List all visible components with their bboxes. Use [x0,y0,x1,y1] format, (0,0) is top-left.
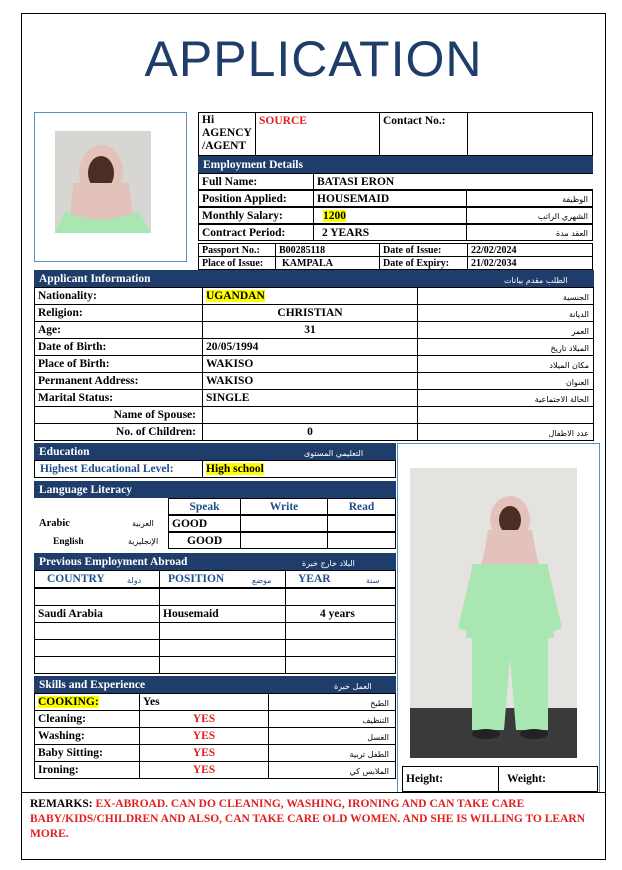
position-label: Position Applied: [198,190,314,207]
education-header-label: Education [39,446,90,458]
agent-label: Hi AGENCY /AGENT [198,112,256,156]
applicant-arabic-cell [417,423,594,441]
skill-label [34,710,140,728]
applicant-value[interactable] [202,423,418,441]
applicant-value[interactable] [202,406,418,424]
skills-header [34,676,396,693]
applicant-value-text: WAKISO [206,358,254,370]
applicant-value-text: 20/05/1994 [206,341,259,353]
applicant-value[interactable] [202,389,418,407]
previous-col-year-arabic: سنة [366,576,380,585]
language-col-speak: Speak [168,498,241,515]
previous-col-year [285,570,396,588]
full-name-value[interactable]: BATASI ERON [313,173,593,190]
salary-arabic: الشهري الراتب [537,212,588,221]
applicant-arabic: عدد الاطفال [548,429,589,438]
weight-label: Weight: [498,766,598,792]
height-label: Height: [402,766,499,792]
skill-arabic: الغسل [367,733,389,742]
full-body-photo [410,468,577,758]
language-header: Language Literacy [34,481,396,498]
previous-col-position-label: POSITION [168,573,225,585]
language-col-read: Read [327,498,396,515]
education-header-arabic: التعليمي المستوى [304,449,364,458]
passport-photo-frame [34,112,187,262]
education-level-value[interactable]: High school [206,463,264,475]
language-col-write: Write [240,498,328,515]
skill-value[interactable]: YES [139,744,269,762]
previous-col-country-arabic: دولة [127,576,142,585]
previous-country-cell[interactable] [34,588,160,606]
skill-label [34,693,140,711]
applicant-value-text: SINGLE [206,392,250,404]
page-title: APPLICATION [144,31,483,87]
contract-arabic: العقد مدة [556,229,588,238]
previous-header [34,553,396,570]
applicant-value[interactable] [202,321,418,339]
language-arabic-read[interactable] [327,515,396,532]
remarks-text: EX-ABROAD. CAN DO CLEANING, WASHING, IRONING AND CAN TAKE CARE BABY/KIDS/CHILDREN AND ALSO, CAN TAKE CARE OLD WOMEN. AND SHE IS WILLING TO LEARN MORE. [30,798,585,840]
remarks-label: REMARKS: [30,798,93,810]
language-english-speak[interactable]: GOOD [168,532,241,549]
previous-position-cell[interactable] [159,588,286,606]
contact-value[interactable] [467,112,593,156]
previous-col-year-label: YEAR [298,573,331,585]
applicant-value[interactable] [202,287,418,305]
language-arabic-label: Arabic [39,518,70,529]
applicant-arabic-cell [417,321,594,339]
contract-label: Contract Period: [198,224,314,241]
applicant-arabic-cell [417,338,594,356]
applicant-header [34,270,594,287]
previous-year-cell[interactable] [285,588,396,606]
expiry-value[interactable]: 21/02/2034 [467,256,593,270]
language-empty-head [34,498,169,515]
applicant-label: Permanent Address: [34,372,203,390]
previous-col-position-arabic: موضع [252,576,272,585]
skill-arabic-cell [268,744,396,762]
education-level-cell [202,460,396,478]
salary-value[interactable]: 1200 [323,210,346,222]
applicant-arabic: العنوان [565,378,589,387]
language-english-label: English [53,537,84,547]
issue-date-value[interactable]: 22/02/2024 [467,243,593,257]
skill-arabic-cell [268,761,396,779]
applicant-value[interactable] [202,372,418,390]
issue-date-label: Date of Issue: [379,243,468,257]
skill-label [34,727,140,745]
passport-value[interactable]: B00285118 [275,243,380,257]
contract-arabic-cell [466,224,593,241]
remarks-box [21,792,606,860]
position-arabic-cell [466,190,593,207]
skill-label [34,744,140,762]
skill-label-text: Ironing: [38,764,79,776]
previous-position-cell[interactable] [159,639,286,657]
previous-col-position [159,570,286,588]
applicant-label: Religion: [34,304,203,322]
skill-label-text: Baby Sitting: [38,747,103,759]
applicant-value[interactable] [202,338,418,356]
applicant-value-text: 31 [304,324,316,336]
skill-label-text: Cleaning: [38,713,86,725]
applicant-value[interactable] [202,304,418,322]
previous-position-cell[interactable]: Housemaid [159,605,286,623]
position-arabic: الوظيفة [562,195,588,204]
skill-value[interactable]: Yes [139,693,269,711]
previous-country-cell[interactable] [34,639,160,657]
previous-country-cell[interactable] [34,622,160,640]
passport-photo [35,113,186,261]
applicant-arabic-cell [417,389,594,407]
skill-value[interactable]: YES [139,710,269,728]
applicant-arabic-cell [417,287,594,305]
applicant-value-text: CHRISTIAN [277,307,343,319]
passport-label: Passport No.: [198,243,276,257]
skills-header-arabic: العمل خبرة [334,682,372,691]
previous-year-cell[interactable] [285,639,396,657]
previous-col-country [34,570,160,588]
skill-value[interactable]: YES [139,727,269,745]
skills-header-label: Skills and Experience [39,679,146,691]
applicant-arabic-cell [417,304,594,322]
education-level-label: Highest Educational Level: [34,460,203,478]
language-arabic-speak[interactable]: GOOD [168,515,241,532]
previous-position-cell[interactable] [159,622,286,640]
place-issue-label: Place of Issue: [198,256,276,270]
skill-value[interactable]: YES [139,761,269,779]
applicant-label: Name of Spouse: [34,406,203,424]
applicant-label: Place of Birth: [34,355,203,373]
skill-arabic-cell [268,693,396,711]
skill-arabic: الطفل تربية [349,750,389,759]
skill-label-text: COOKING: [38,696,99,708]
contract-value[interactable]: 2 YEARS [313,224,467,241]
skill-arabic-cell [268,727,396,745]
applicant-arabic: الميلاد تاريخ [550,344,589,353]
language-arabic-write[interactable] [240,515,328,532]
applicant-arabic: الجنسية [562,293,589,302]
salary-label: Monthly Salary: [198,207,314,224]
applicant-arabic: مكان الميلاد [549,361,589,370]
language-english-write[interactable] [240,532,328,549]
applicant-value-text: UGANDAN [206,290,265,302]
applicant-label: Age: [34,321,203,339]
skill-arabic-cell [268,710,396,728]
salary-cell [313,207,467,224]
applicant-label: Date of Birth: [34,338,203,356]
applicant-label: No. of Children: [34,423,203,441]
previous-position-cell[interactable] [159,656,286,674]
place-issue-value[interactable]: KAMPALA [275,256,380,270]
applicant-header-arabic: الطلب مقدم بيانات [504,276,568,285]
salary-arabic-cell [466,207,593,224]
position-value[interactable]: HOUSEMAID [313,190,467,207]
applicant-header-label: Applicant Information [39,273,151,285]
contact-label: Contact No.: [379,112,468,156]
full-name-label: Full Name: [198,173,314,190]
language-english-arabic: الإنجليزية [128,537,159,546]
applicant-value-text: 0 [307,426,313,438]
language-arabic-arabic: العربية [132,519,154,528]
previous-col-country-label: COUNTRY [47,573,105,585]
applicant-arabic: الديانة [568,310,589,319]
previous-year-cell[interactable] [285,656,396,674]
applicant-value-text: WAKISO [206,375,254,387]
skill-label-text: Washing: [38,730,85,742]
previous-year-cell[interactable] [285,622,396,640]
previous-header-arabic: البلاد خارج خبرة [302,559,355,568]
applicant-value[interactable] [202,355,418,373]
expiry-label: Date of Expiry: [379,256,468,270]
applicant-arabic: الحالة الاجتماعية [534,395,589,404]
previous-country-cell[interactable]: Saudi Arabia [34,605,160,623]
applicant-label: Marital Status: [34,389,203,407]
previous-header-label: Previous Employment Abroad [39,556,188,568]
skill-arabic: الملابس كي [349,767,389,776]
applicant-arabic-cell [417,372,594,390]
applicant-arabic-cell [417,406,594,424]
skill-arabic: التنظيف [362,716,389,725]
agent-source: SOURCE [255,112,380,156]
education-header [34,443,396,460]
applicant-arabic: العمر [571,327,589,336]
applicant-label: Nationality: [34,287,203,305]
employment-header: Employment Details [198,156,593,173]
previous-year-cell[interactable]: 4 years [285,605,396,623]
applicant-arabic-cell [417,355,594,373]
skill-arabic: الطبخ [370,699,389,708]
skill-label [34,761,140,779]
previous-country-cell[interactable] [34,656,160,674]
language-english-read[interactable] [327,532,396,549]
